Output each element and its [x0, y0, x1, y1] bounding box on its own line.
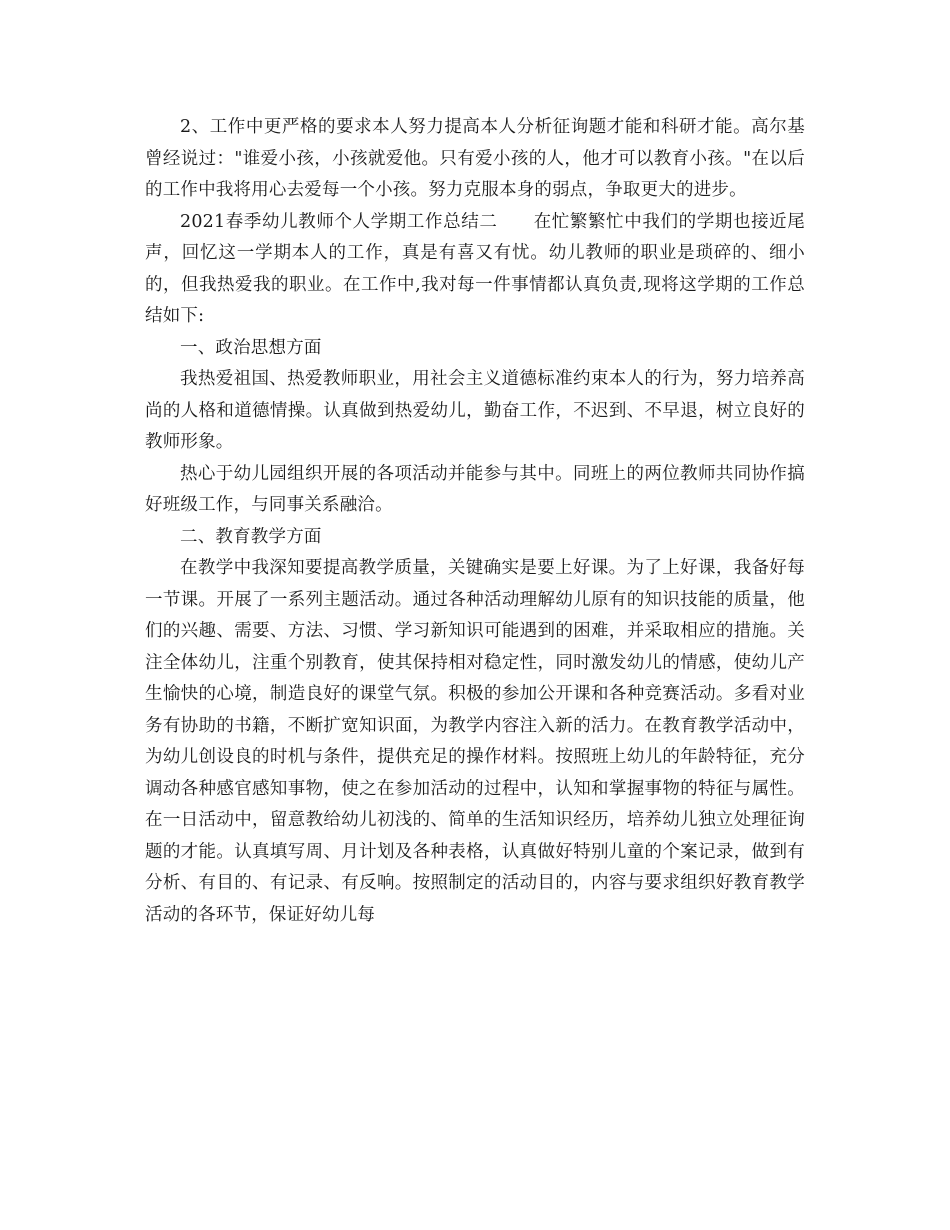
paragraph-political-2: 热心于幼儿园组织开展的各项活动并能参与其中。同班上的两位教师共同协作搞好班级工作，与同事关系融洽。 [145, 463, 805, 515]
paragraph-summary-intro: 2021春季幼儿教师个人学期工作总结二 在忙繁繁忙中我们的学期也接近尾声，回忆这一学期本人的工作，真是有喜又有忧。幼儿教师的职业是琐碎的、细小的，但我热爱我的职业。在工作中,我对每一件事情都认真负责,现将这学期的工作总结如下: [145, 211, 805, 326]
paragraph-teaching: 在教学中我深知要提高教学质量，关键确实是要上好课。为了上好课，我备好每一节课。开展了一系列主题活动。通过各种活动理解幼儿原有的知识技能的质量，他们的兴趣、需要、方法、习惯、学习新知识可能遇到的困难，并采取相应的措施。关注全体幼儿，注重个别教育，使其保持相对稳定性，同时激发幼儿的情感，使幼儿产生愉快的心境，制造良好的课堂气氛。积极的参加公开课和各种竞赛活动。多看对业务有协助的书籍，不断扩宽知识面，为教学内容注入新的活力。在教育教学活动中，为幼儿创设良的时机与条件，提供充足的操作材料。按照班上幼儿的年龄特征，充分调动各种感官感知事物，使之在参加活动的过程中，认知和掌握事物的特征与属性。在一日活动中，留意教给幼儿初浅的、简单的生活知识经历，培养幼儿独立处理征询题的才能。认真填写周、月计划及各种表格，认真做好特别儿童的个案记录，做到有分析、有目的、有记录、有反响。按照制定的活动目的，内容与要求组织好教育教学活动的各环节，保证好幼儿每 [145, 558, 805, 925]
paragraph-work-requirements: 2、工作中更严格的要求本人努力提高本人分析征询题才能和科研才能。高尔基曾经说过："谁爱小孩，小孩就爱他。只有爱小孩的人，他才可以教育小孩。"在以后的工作中我将用心去爱每一个小孩。努力克服本身的弱点，争取更大的进步。 [145, 117, 805, 200]
paragraph-political-1: 我热爱祖国、热爱教师职业，用社会主义道德标准约束本人的行为，努力培养高尚的人格和道德情操。认真做到热爱幼儿，勤奋工作，不迟到、不早退，树立良好的教师形象。 [145, 369, 805, 452]
section-heading-political: 一、政治思想方面 [180, 337, 322, 358]
document-body [145, 112, 805, 931]
section-heading-teaching: 二、教育教学方面 [180, 526, 322, 547]
